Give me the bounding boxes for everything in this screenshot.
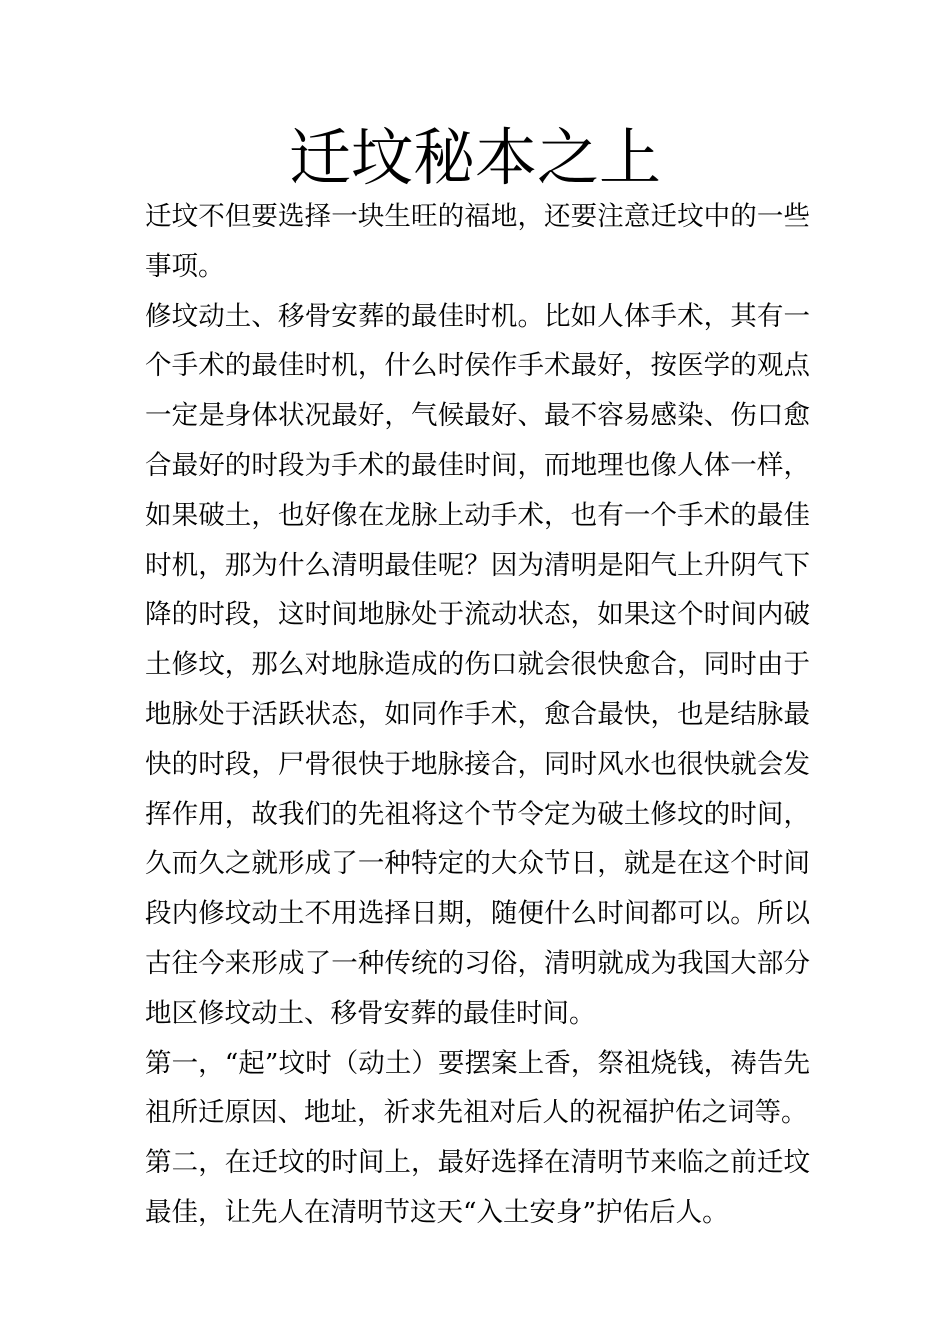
paragraph-step-two: 第二，在迁坟的时间上，最好选择在清明节来临之前迁坟最佳，让先人在清明节这天“入土安身”护佑后人。 <box>145 1147 810 1228</box>
paragraph-intro: 迁坟不但要选择一块生旺的福地，还要注意迁坟中的一些事项。 <box>145 201 810 282</box>
paragraph-step-one: 第一，“起”坟时（动土）要摆案上香，祭祖烧钱，祷告先祖所迁原因、地址，祈求先祖对后人的祝福护佑之词等。 <box>145 1047 810 1129</box>
paragraph-timing: 修坟动土、移骨安葬的最佳时机。比如人体手术，其有一个手术的最佳时机，什么时侯作手术最好，按医学的观点一定是身体状况最好，气候最好、最不容易感染、伤口愈合最好的时段为手术的最佳时间，而地理也像人体一样，如果破土，也好像在龙脉上动手术，也有一个手术的最佳时机，那为什么清明最佳呢？因为清明是阳气上升阴气下降的时段，这时间地脉处于流动状态，如果这个时间内破土修坟，那么对地脉造成的伤口就会很快愈合，同时由于地脉处于活跃状态，如同作手术，愈合最快，也是结脉最快的时段，尸骨很快于地脉接合，同时风水也很快就会发挥作用，故我们的先祖将这个节令定为破土修坟的时间，久而久之就形成了一种特定的大众节日，就是在这个时间段内修坟动土不用选择日期，随便什么时间都可以。所以古往今来形成了一种传统的习俗，清明就成为我国大部分地区修坟动土、移骨安葬的最佳时间。 <box>145 300 810 1029</box>
page-title: 迁坟秘本之上 <box>288 121 661 194</box>
document-body <box>145 192 810 1238</box>
